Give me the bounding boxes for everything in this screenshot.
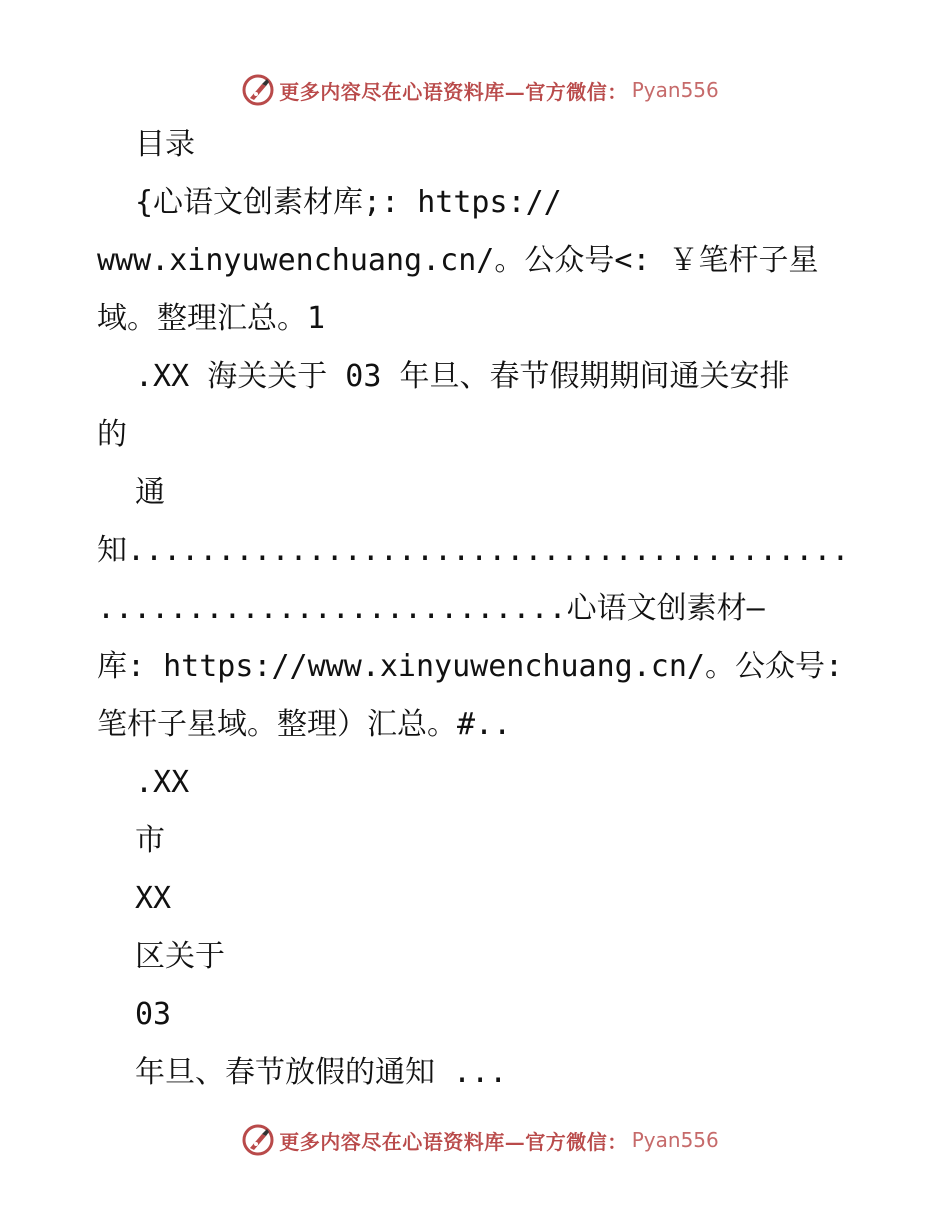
- banner-text: 更多内容尽在心语资料库—官方微信：: [279, 79, 628, 104]
- toc-heading: 目录: [135, 127, 195, 162]
- text-line: 03: [135, 997, 172, 1032]
- text-line: XX: [135, 881, 172, 916]
- text-line: ..........................心语文创素材—: [97, 591, 765, 626]
- header-banner: [0, 70, 950, 110]
- text-line: 年旦、春节放假的通知 ...: [135, 1055, 508, 1090]
- pen-logo-icon: [241, 73, 275, 107]
- text-line: 知........................................: [97, 533, 850, 568]
- text-line: 域。整理汇总。1: [97, 301, 326, 336]
- text-line: 通: [135, 475, 165, 510]
- banner-text: 更多内容尽在心语资料库—官方微信：: [279, 1129, 628, 1154]
- text-line: .XX: [135, 765, 190, 800]
- banner-wechat-id: Pyan556: [631, 1128, 719, 1152]
- text-line: 库: https://www.xinyuwenchuang.cn/。公众号:: [97, 649, 844, 684]
- pen-logo-icon: [241, 1123, 275, 1157]
- text-line: www.xinyuwenchuang.cn/。公众号<: ￥笔杆子星: [97, 243, 819, 278]
- document-body: [97, 116, 857, 1102]
- text-line: 的: [97, 417, 127, 452]
- text-line: 市: [135, 823, 165, 858]
- banner-wechat-id: Pyan556: [631, 78, 719, 102]
- footer-banner: [0, 1120, 950, 1160]
- text-line: 笔杆子星域。整理）汇总。#..: [97, 707, 512, 742]
- text-line: .XX 海关关于 03 年旦、春节假期期间通关安排: [135, 359, 790, 394]
- text-line: 区关于: [135, 939, 225, 974]
- text-line: {心语文创素材库;: https://: [135, 185, 562, 220]
